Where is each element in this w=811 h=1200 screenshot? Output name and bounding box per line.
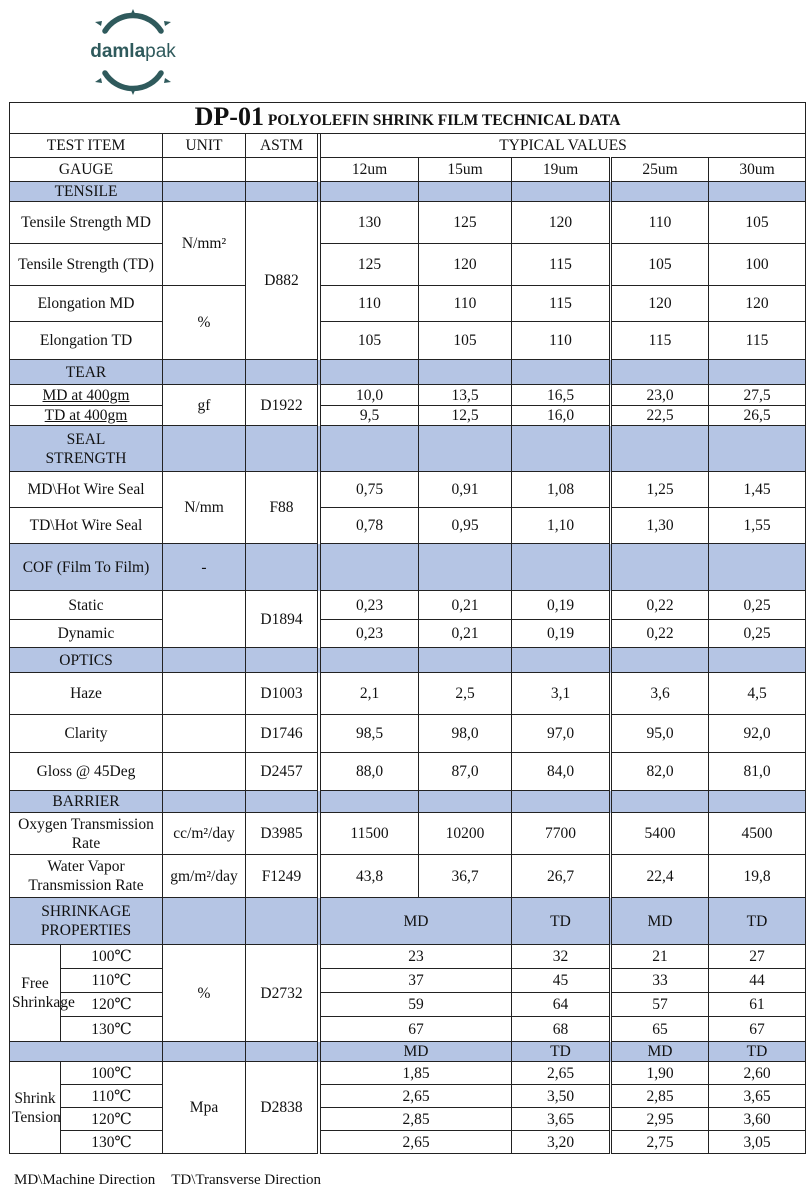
table-row (10, 202, 806, 244)
header-astm: ASTM (246, 134, 318, 158)
section-seal-line1: SEAL (66, 430, 106, 448)
value-cell: 81,0 (709, 753, 806, 791)
table-row (10, 1131, 806, 1154)
value-cell: 110 (419, 286, 512, 322)
shrink-tension-label: Shrink Tension (10, 1062, 61, 1154)
value-cell: 115 (611, 322, 709, 360)
row-label: Water Vapor Transmission Rate (10, 855, 163, 898)
value-cell: 26,7 (512, 855, 611, 898)
value-cell: 2,5 (419, 673, 512, 715)
table-row (10, 1108, 806, 1131)
value-cell: 5400 (611, 813, 709, 855)
section-row (10, 1042, 806, 1062)
gauge-value: 15um (419, 158, 512, 182)
technical-data-table (9, 102, 806, 1154)
value-cell: 1,08 (512, 472, 611, 508)
value-cell: 0,25 (709, 591, 806, 620)
astm-cell: F88 (246, 472, 318, 544)
value-cell: 115 (512, 244, 611, 286)
value-cell: 23 (321, 945, 512, 969)
row-label: Dynamic (10, 620, 163, 648)
value-cell: 0,21 (419, 591, 512, 620)
section-row (10, 898, 806, 945)
row-label: Gloss @ 45Deg (10, 753, 163, 791)
value-cell: 43,8 (321, 855, 419, 898)
footnote-td: TD\Transverse Direction (171, 1172, 322, 1188)
header-typical-values: TYPICAL VALUES (321, 134, 806, 158)
value-cell: 0,23 (321, 620, 419, 648)
value-cell: 3,50 (512, 1085, 611, 1108)
section-row (10, 360, 806, 385)
section-row (10, 182, 806, 202)
row-label: Elongation TD (10, 322, 163, 360)
table-row (10, 1017, 806, 1042)
value-cell: 0,22 (611, 620, 709, 648)
value-cell: 27 (709, 945, 806, 969)
tension-td-header: TD (512, 1042, 611, 1062)
value-cell: 33 (611, 969, 709, 993)
value-cell: 0,22 (611, 591, 709, 620)
value-cell: 87,0 (419, 753, 512, 791)
value-cell: 105 (611, 244, 709, 286)
temp-cell: 120℃ (61, 1108, 163, 1131)
logo-text-sub: pak (145, 41, 176, 62)
value-cell: 4,5 (709, 673, 806, 715)
section-cof-unit: - (163, 544, 246, 591)
value-cell: 95,0 (611, 715, 709, 753)
astm-cell: D1003 (246, 673, 318, 715)
value-cell: 23,0 (611, 385, 709, 406)
table-row (10, 993, 806, 1017)
value-cell: 120 (611, 286, 709, 322)
value-cell: 2,95 (611, 1108, 709, 1131)
title-text: POLYOLEFIN SHRINK FILM TECHNICAL DATA (267, 111, 621, 129)
value-cell: 36,7 (419, 855, 512, 898)
value-cell: 67 (321, 1017, 512, 1042)
gauge-row (10, 158, 806, 182)
value-cell: 21 (611, 945, 709, 969)
header-unit: UNIT (163, 134, 246, 158)
value-cell: 1,90 (611, 1062, 709, 1085)
section-row (10, 544, 806, 591)
value-cell: 0,25 (709, 620, 806, 648)
table-row (10, 1062, 806, 1085)
astm-cell: D1894 (246, 591, 318, 648)
value-cell: 4500 (709, 813, 806, 855)
astm-cell: D1746 (246, 715, 318, 753)
astm-cell: D1922 (246, 385, 318, 426)
section-row (10, 791, 806, 813)
value-cell: 2,65 (321, 1085, 512, 1108)
unit-cell: gf (163, 385, 246, 426)
temp-cell: 110℃ (61, 1085, 163, 1108)
value-cell: 115 (709, 322, 806, 360)
section-seal-line2: STRENGTH (45, 449, 127, 467)
value-cell: 57 (611, 993, 709, 1017)
row-label: Tensile Strength (TD) (10, 244, 163, 286)
value-cell: 44 (709, 969, 806, 993)
value-cell: 37 (321, 969, 512, 993)
value-cell: 13,5 (419, 385, 512, 406)
value-cell: 16,0 (512, 406, 611, 426)
value-cell: 64 (512, 993, 611, 1017)
astm-cell: D2732 (246, 945, 318, 1042)
section-row (10, 648, 806, 673)
temp-cell: 100℃ (61, 1062, 163, 1085)
tension-td-header: TD (709, 1042, 806, 1062)
astm-cell: D3985 (246, 813, 318, 855)
table-row (10, 286, 806, 322)
table-row (10, 1085, 806, 1108)
astm-cell: D2457 (246, 753, 318, 791)
value-cell: 0,75 (321, 472, 419, 508)
value-cell: 88,0 (321, 753, 419, 791)
page-title (10, 103, 806, 134)
value-cell: 120 (419, 244, 512, 286)
value-cell: 3,6 (611, 673, 709, 715)
row-label (10, 406, 163, 426)
table-row (10, 813, 806, 855)
value-cell: 10,0 (321, 385, 419, 406)
value-cell: 1,10 (512, 508, 611, 544)
value-cell: 2,65 (321, 1131, 512, 1154)
value-cell: 67 (709, 1017, 806, 1042)
table-row (10, 855, 806, 898)
value-cell: 2,65 (512, 1062, 611, 1085)
value-cell: 120 (512, 202, 611, 244)
row-label: Clarity (10, 715, 163, 753)
value-cell: 3,65 (709, 1085, 806, 1108)
damlapak-logo (78, 6, 188, 96)
unit-cell: gm/m²/day (163, 855, 246, 898)
temp-cell: 130℃ (61, 1017, 163, 1042)
title-row (10, 103, 806, 134)
value-cell: 125 (419, 202, 512, 244)
astm-cell: F1249 (246, 855, 318, 898)
row-label (10, 385, 163, 406)
gauge-value: 30um (709, 158, 806, 182)
row-label: Haze (10, 673, 163, 715)
unit-cell: N/mm² (163, 202, 246, 286)
value-cell: 125 (321, 244, 419, 286)
value-cell: 105 (709, 202, 806, 244)
section-barrier: BARRIER (10, 791, 163, 813)
section-row (10, 426, 806, 472)
value-cell: 98,5 (321, 715, 419, 753)
value-cell: 0,95 (419, 508, 512, 544)
value-cell: 16,5 (512, 385, 611, 406)
value-cell: 22,4 (611, 855, 709, 898)
table-row (10, 945, 806, 969)
value-cell: 98,0 (419, 715, 512, 753)
value-cell: 0,21 (419, 620, 512, 648)
astm-cell: D2838 (246, 1062, 318, 1154)
row-label: Tensile Strength MD (10, 202, 163, 244)
value-cell: 68 (512, 1017, 611, 1042)
gauge-value: 19um (512, 158, 611, 182)
table-row (10, 673, 806, 715)
value-cell: 92,0 (709, 715, 806, 753)
section-shrinkage-properties: SHRINKAGE PROPERTIES (10, 898, 163, 945)
shrink-td-header: TD (709, 898, 806, 945)
value-cell: 82,0 (611, 753, 709, 791)
value-cell: 3,1 (512, 673, 611, 715)
table-row (10, 322, 806, 360)
value-cell: 2,1 (321, 673, 419, 715)
value-cell: 0,19 (512, 620, 611, 648)
value-cell: 2,85 (611, 1085, 709, 1108)
value-cell: 7700 (512, 813, 611, 855)
title-code: DP-01 (194, 101, 264, 131)
tension-md-header: MD (611, 1042, 709, 1062)
value-cell: 59 (321, 993, 512, 1017)
value-cell: 12,5 (419, 406, 512, 426)
unit-cell: N/mm (163, 472, 246, 544)
table-row (10, 385, 806, 406)
section-tensile: TENSILE (10, 182, 163, 202)
gauge-value: 25um (611, 158, 709, 182)
value-cell: 100 (709, 244, 806, 286)
astm-cell: D882 (246, 202, 318, 360)
footnote (14, 1172, 337, 1189)
temp-cell: 130℃ (61, 1131, 163, 1154)
value-cell: 26,5 (709, 406, 806, 426)
value-cell: 11500 (321, 813, 419, 855)
temp-cell: 100℃ (61, 945, 163, 969)
value-cell: 2,85 (321, 1108, 512, 1131)
shrink-md-header: MD (321, 898, 512, 945)
table-row (10, 244, 806, 286)
gauge-value: 12um (321, 158, 419, 182)
value-cell: 97,0 (512, 715, 611, 753)
value-cell: 10200 (419, 813, 512, 855)
row-label: Oxygen Transmission Rate (10, 813, 163, 855)
value-cell: 130 (321, 202, 419, 244)
value-cell: 9,5 (321, 406, 419, 426)
value-cell: 110 (611, 202, 709, 244)
tension-md-header: MD (321, 1042, 512, 1062)
value-cell: 65 (611, 1017, 709, 1042)
value-cell: 0,23 (321, 591, 419, 620)
value-cell: 1,55 (709, 508, 806, 544)
value-cell: 32 (512, 945, 611, 969)
table-row (10, 620, 806, 648)
section-cof: COF (Film To Film) (10, 544, 163, 591)
value-cell: 61 (709, 993, 806, 1017)
value-cell: 2,75 (611, 1131, 709, 1154)
value-cell: 110 (321, 286, 419, 322)
table-row (10, 969, 806, 993)
logo-text-main: damla (90, 41, 146, 62)
value-cell: 3,60 (709, 1108, 806, 1131)
value-cell: 3,65 (512, 1108, 611, 1131)
footnote-md: MD\Machine Direction (14, 1172, 156, 1188)
section-seal-strength (10, 426, 163, 472)
section-optics: OPTICS (10, 648, 163, 673)
value-cell: 3,20 (512, 1131, 611, 1154)
value-cell: 1,85 (321, 1062, 512, 1085)
header-row (10, 134, 806, 158)
svg-text:damlapak (90, 41, 176, 62)
value-cell: 3,05 (709, 1131, 806, 1154)
value-cell: 105 (419, 322, 512, 360)
value-cell: 1,25 (611, 472, 709, 508)
free-shrinkage-label: Free Shrinkage (10, 945, 61, 1042)
shrink-md-header: MD (611, 898, 709, 945)
value-cell: 1,45 (709, 472, 806, 508)
row-label: TD\Hot Wire Seal (10, 508, 163, 544)
temp-cell: 120℃ (61, 993, 163, 1017)
table-row (10, 406, 806, 426)
section-tear: TEAR (10, 360, 163, 385)
table-row (10, 472, 806, 508)
temp-cell: 110℃ (61, 969, 163, 993)
table-row (10, 591, 806, 620)
value-cell: 84,0 (512, 753, 611, 791)
unit-cell: % (163, 945, 246, 1042)
value-cell: 110 (512, 322, 611, 360)
value-cell: 1,30 (611, 508, 709, 544)
shrink-td-header: TD (512, 898, 611, 945)
value-cell: 19,8 (709, 855, 806, 898)
value-cell: 2,60 (709, 1062, 806, 1085)
row-label-text: TD at 400gm (44, 407, 128, 424)
table-row (10, 715, 806, 753)
row-label: MD\Hot Wire Seal (10, 472, 163, 508)
value-cell: 115 (512, 286, 611, 322)
value-cell: 22,5 (611, 406, 709, 426)
table-row (10, 508, 806, 544)
value-cell: 0,78 (321, 508, 419, 544)
value-cell: 120 (709, 286, 806, 322)
row-label: Static (10, 591, 163, 620)
value-cell: 45 (512, 969, 611, 993)
value-cell: 105 (321, 322, 419, 360)
unit-cell: Mpa (163, 1062, 246, 1154)
unit-cell: cc/m²/day (163, 813, 246, 855)
value-cell: 0,91 (419, 472, 512, 508)
unit-cell: % (163, 286, 246, 360)
value-cell: 27,5 (709, 385, 806, 406)
header-test-item: TEST ITEM (10, 134, 163, 158)
table-row (10, 753, 806, 791)
row-label: Elongation MD (10, 286, 163, 322)
gauge-label: GAUGE (10, 158, 163, 182)
row-label-text: MD at 400gm (42, 386, 130, 404)
value-cell: 0,19 (512, 591, 611, 620)
